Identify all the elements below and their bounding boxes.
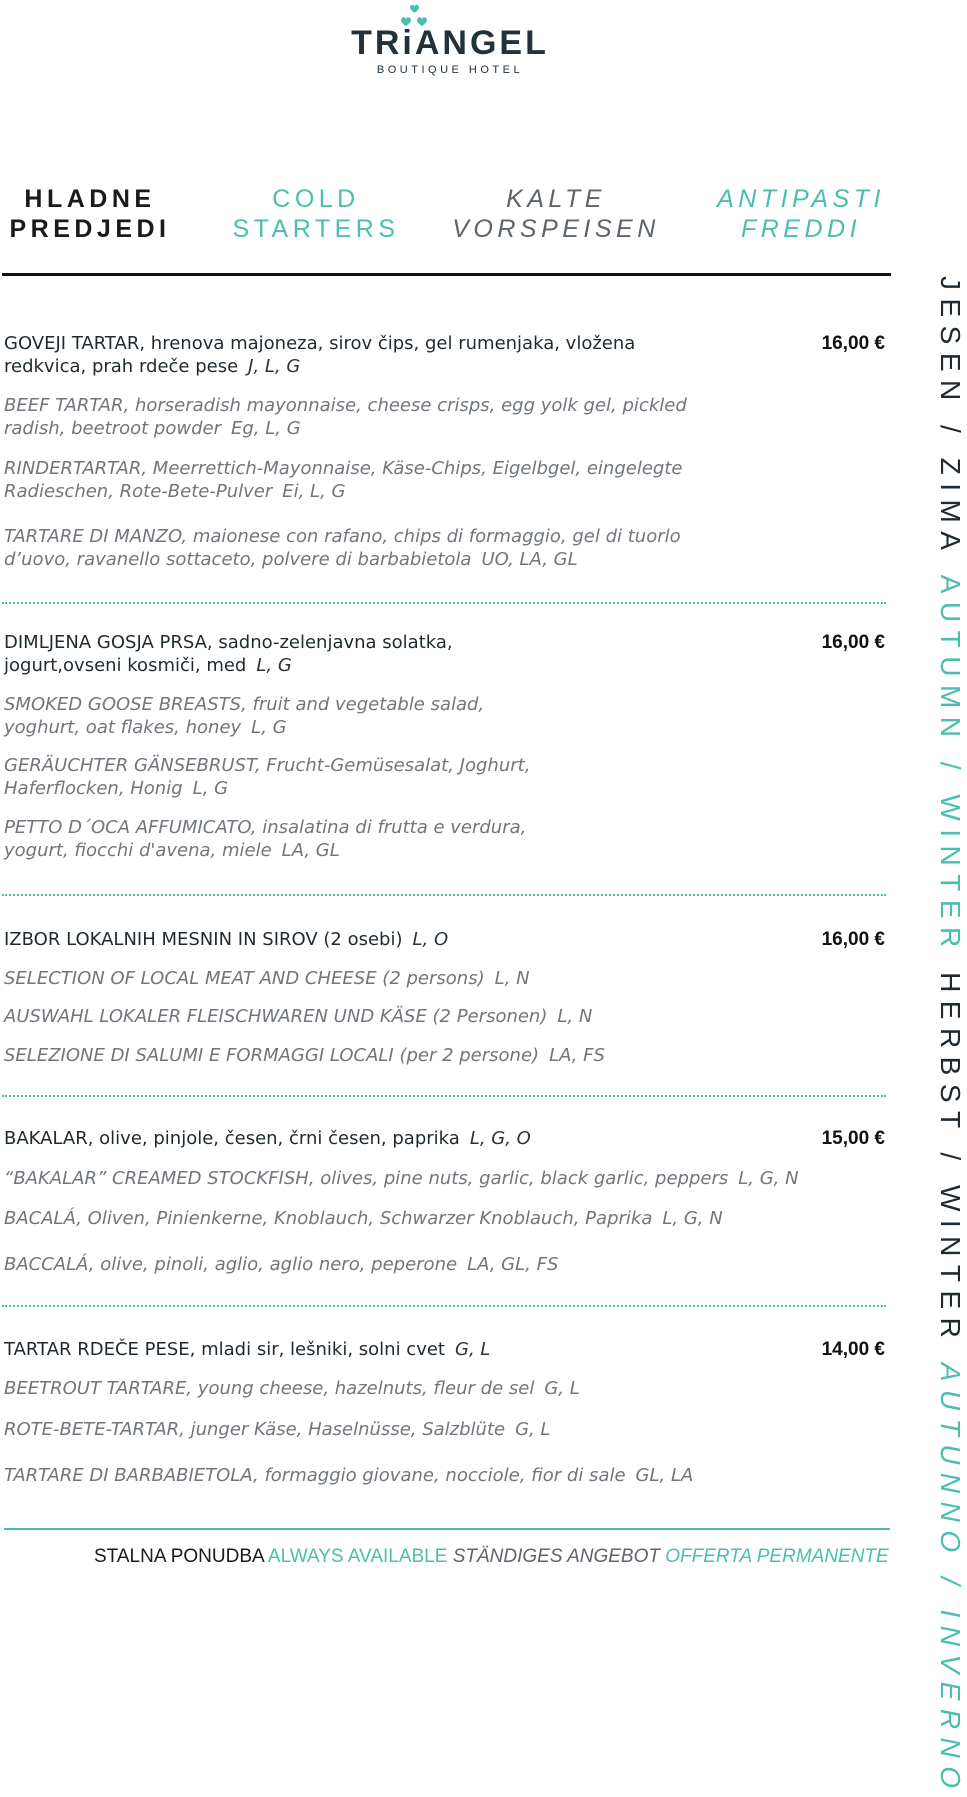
dotted-divider xyxy=(2,1305,886,1307)
item-price: 14,00 € xyxy=(821,1339,885,1360)
item-name-en-cont: radish, beetroot powder Eg, L, G xyxy=(4,418,301,439)
item-price: 15,00 € xyxy=(821,1128,885,1149)
item-name-it: SELEZIONE DI SALUMI E FORMAGGI LOCALI (per 2 persone) LA, FS xyxy=(4,1045,605,1066)
item-name-sl: BAKALAR, olive, pinjole, česen, črni česen, paprika L, G, O xyxy=(4,1128,531,1149)
item-name-it-cont: d’uovo, ravanello sottaceto, polvere di barbabietola UO, LA, GL xyxy=(4,549,578,570)
menu-item-beetroot-tartare xyxy=(4,1338,804,1487)
item-name-it-cont: yogurt, fiocchi d'avena, miele LA, GL xyxy=(4,840,340,861)
item-name-de: ROTE-BETE-TARTAR, junger Käse, Haselnüsse, Salzblüte G, L xyxy=(4,1419,551,1440)
item-name-en-cont: yoghurt, oat flakes, honey L, G xyxy=(4,717,287,738)
footer-sl: STALNA PONUDBA xyxy=(94,1546,264,1567)
allergens: UO, LA, GL xyxy=(481,549,578,570)
item-name-sl-cont: jogurt,ovseni kosmiči, med L, G xyxy=(4,655,292,676)
allergens: L, N xyxy=(557,1006,593,1027)
season-de: HERBST / WINTER xyxy=(935,972,966,1347)
item-name-sl: TARTAR RDEČE PESE, mladi sir, lešniki, solni cvet G, L xyxy=(4,1339,491,1360)
season-label xyxy=(935,276,966,1797)
item-name-sl: DIMLJENA GOSJA PRSA, sadno-zelenjavna solatka, xyxy=(4,632,453,653)
dotted-divider xyxy=(2,602,886,604)
item-price: 16,00 € xyxy=(821,632,885,653)
allergens: L, G xyxy=(251,717,287,738)
item-name-sl: IZBOR LOKALNIH MESNIN IN SIROV (2 osebi) L, O xyxy=(4,929,449,950)
section-heading-de: KALTE VORSPEISEN xyxy=(452,185,660,243)
item-name-de: BACALÁ, Oliven, Pinienkerne, Knoblauch, Schwarzer Knoblauch, Paprika L, G, N xyxy=(4,1208,723,1229)
allergens: Eg, L, G xyxy=(230,418,301,439)
allergens: L, G, N xyxy=(738,1168,799,1189)
section-heading-it: ANTIPASTI FREDDI xyxy=(717,185,885,243)
menu-item-local-meat-cheese xyxy=(4,928,804,1067)
footer-note xyxy=(94,1546,889,1568)
allergens: L, O xyxy=(412,929,449,950)
item-name-en: SMOKED GOOSE BREASTS, fruit and vegetable salad, xyxy=(4,694,485,715)
item-name-en: BEETROUT TARTARE, young cheese, hazelnuts, fleur de sel G, L xyxy=(4,1378,580,1399)
top-divider xyxy=(2,273,891,276)
allergens: L, G xyxy=(192,778,229,799)
item-name-sl-cont: redkvica, prah rdeče pese J, L, G xyxy=(4,356,301,377)
menu-item-bakalar xyxy=(4,1127,804,1276)
item-name-de: RINDERTARTAR, Meerrettich-Mayonnaise, Käse-Chips, Eigelbgel, eingelegte xyxy=(4,458,683,479)
season-it: AUTUNNO / INVERNO xyxy=(935,1362,966,1797)
brand-logo-text: TRiANGEL xyxy=(351,24,549,62)
allergens: L, G, N xyxy=(662,1208,723,1229)
allergens: LA, FS xyxy=(549,1045,605,1066)
season-sl: JESEN / ZIMA xyxy=(935,276,966,559)
section-heading-sl: HLADNE PREDJEDI xyxy=(9,185,171,243)
menu-item-smoked-goose xyxy=(4,631,804,862)
allergens: L, G, O xyxy=(469,1128,531,1149)
allergens: L, N xyxy=(494,968,530,989)
allergens: G, L xyxy=(544,1378,580,1399)
dotted-divider xyxy=(2,1095,886,1097)
allergens: J, L, G xyxy=(248,356,301,377)
allergens: LA, GL xyxy=(281,840,340,861)
allergens: G, L xyxy=(455,1339,491,1360)
allergens: GL, LA xyxy=(635,1465,694,1486)
item-price: 16,00 € xyxy=(821,333,885,354)
dotted-divider xyxy=(2,894,886,896)
bottom-divider xyxy=(4,1528,890,1530)
item-price: 16,00 € xyxy=(821,929,885,950)
item-name-it: TARTARE DI MANZO, maionese con rafano, chips di formaggio, gel di tuorlo xyxy=(4,526,681,547)
item-name-it: BACCALÁ, olive, pinoli, aglio, aglio nero, peperone LA, GL, FS xyxy=(4,1254,559,1275)
item-name-de-cont: Haferflocken, Honig L, G xyxy=(4,778,229,799)
allergens: Ei, L, G xyxy=(282,481,346,502)
item-name-de: AUSWAHL LOKALER FLEISCHWAREN UND KÄSE (2 Personen) L, N xyxy=(4,1006,593,1027)
allergens: L, G xyxy=(256,655,292,676)
footer-it: OFFERTA PERMANENTE xyxy=(665,1546,889,1567)
section-heading-en: COLD STARTERS xyxy=(232,185,400,243)
item-name-de-cont: Radieschen, Rote-Bete-Pulver Ei, L, G xyxy=(4,481,346,502)
brand-subtitle: BOUTIQUE HOTEL xyxy=(376,64,524,76)
footer-de: STÄNDIGES ANGEBOT xyxy=(452,1546,660,1567)
season-en: AUTUMN / WINTER xyxy=(935,574,966,956)
menu-item-beef-tartar xyxy=(4,332,804,571)
item-name-de: GERÄUCHTER GÄNSEBRUST, Frucht-Gemüsesalat, Joghurt, xyxy=(4,755,531,776)
allergens: LA, GL, FS xyxy=(467,1254,559,1275)
item-name-it: PETTO D´OCA AFFUMICATO, insalatina di frutta e verdura, xyxy=(4,817,527,838)
item-name-en: BEEF TARTAR, horseradish mayonnaise, cheese crisps, egg yolk gel, pickled xyxy=(4,395,687,416)
item-name-it: TARTARE DI BARBABIETOLA, formaggio giovane, nocciole, fior di sale GL, LA xyxy=(4,1465,694,1486)
item-name-en: “BAKALAR” CREAMED STOCKFISH, olives, pine nuts, garlic, black garlic, peppers L, G, N xyxy=(4,1168,799,1189)
item-name-en: SELECTION OF LOCAL MEAT AND CHEESE (2 persons) L, N xyxy=(4,968,530,989)
footer-en: ALWAYS AVAILABLE xyxy=(267,1546,448,1567)
item-name-sl: GOVEJI TARTAR, hrenova majoneza, sirov čips, gel rumenjaka, vložena xyxy=(4,333,636,354)
allergens: G, L xyxy=(515,1419,551,1440)
